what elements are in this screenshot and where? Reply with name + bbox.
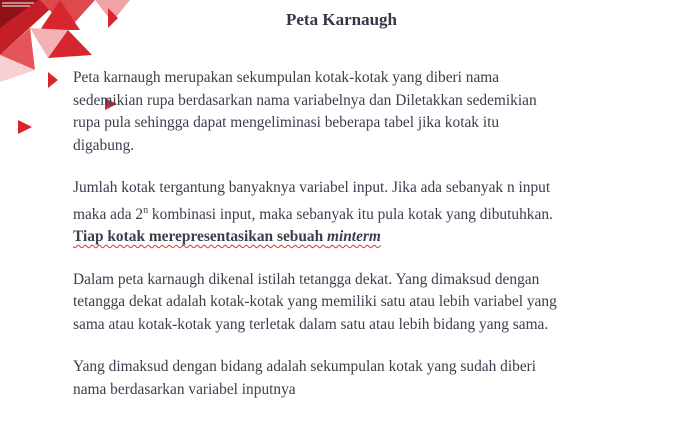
slide-title: Peta Karnaugh [286, 10, 397, 29]
paragraph-definition: Peta karnaugh merupakan sekumpulan kotak-kotak yang diberi nama sedemikian rupa berdasarkan nama variabelnya dan Diletakkan sedemikian rupa pula sehingga dapat mengeliminasi beberapa tabel jika kotak itu digabung. [73, 69, 537, 154]
paragraph-neighbors: Dalam peta karnaugh dikenal istilah tetangga dekat. Yang dimaksud dengan tetangga dekat adalah kotak-kotak yang memiliki satu atau lebih variabel yang sama atau kotak-kotak yang terletak dalam satu atau lebih bidang yang sama. [73, 270, 557, 333]
minterm-word: minterm [327, 228, 381, 246]
paragraph-box-count [73, 177, 663, 249]
superscript-n: n [143, 204, 149, 216]
paragraph-plane: Yang dimaksud dengan bidang adalah sekumpulan kotak yang sudah diberi nama berdasarkan variabel inputnya [73, 358, 537, 398]
box-count-line2-before: maka ada 2 [73, 205, 144, 223]
minterm-emphasis-text: Tiap kotak merepresentasikan sebuah [73, 228, 327, 246]
slide-body [73, 67, 663, 421]
box-count-line2-after: kombinasi input, maka sebanyak itu pula kotak yang dibutuhkan. [148, 205, 553, 223]
box-count-line1: Jumlah kotak tergantung banyaknya variabel input. Jika ada sebanyak n input [73, 179, 551, 196]
minterm-emphasis [73, 228, 381, 245]
